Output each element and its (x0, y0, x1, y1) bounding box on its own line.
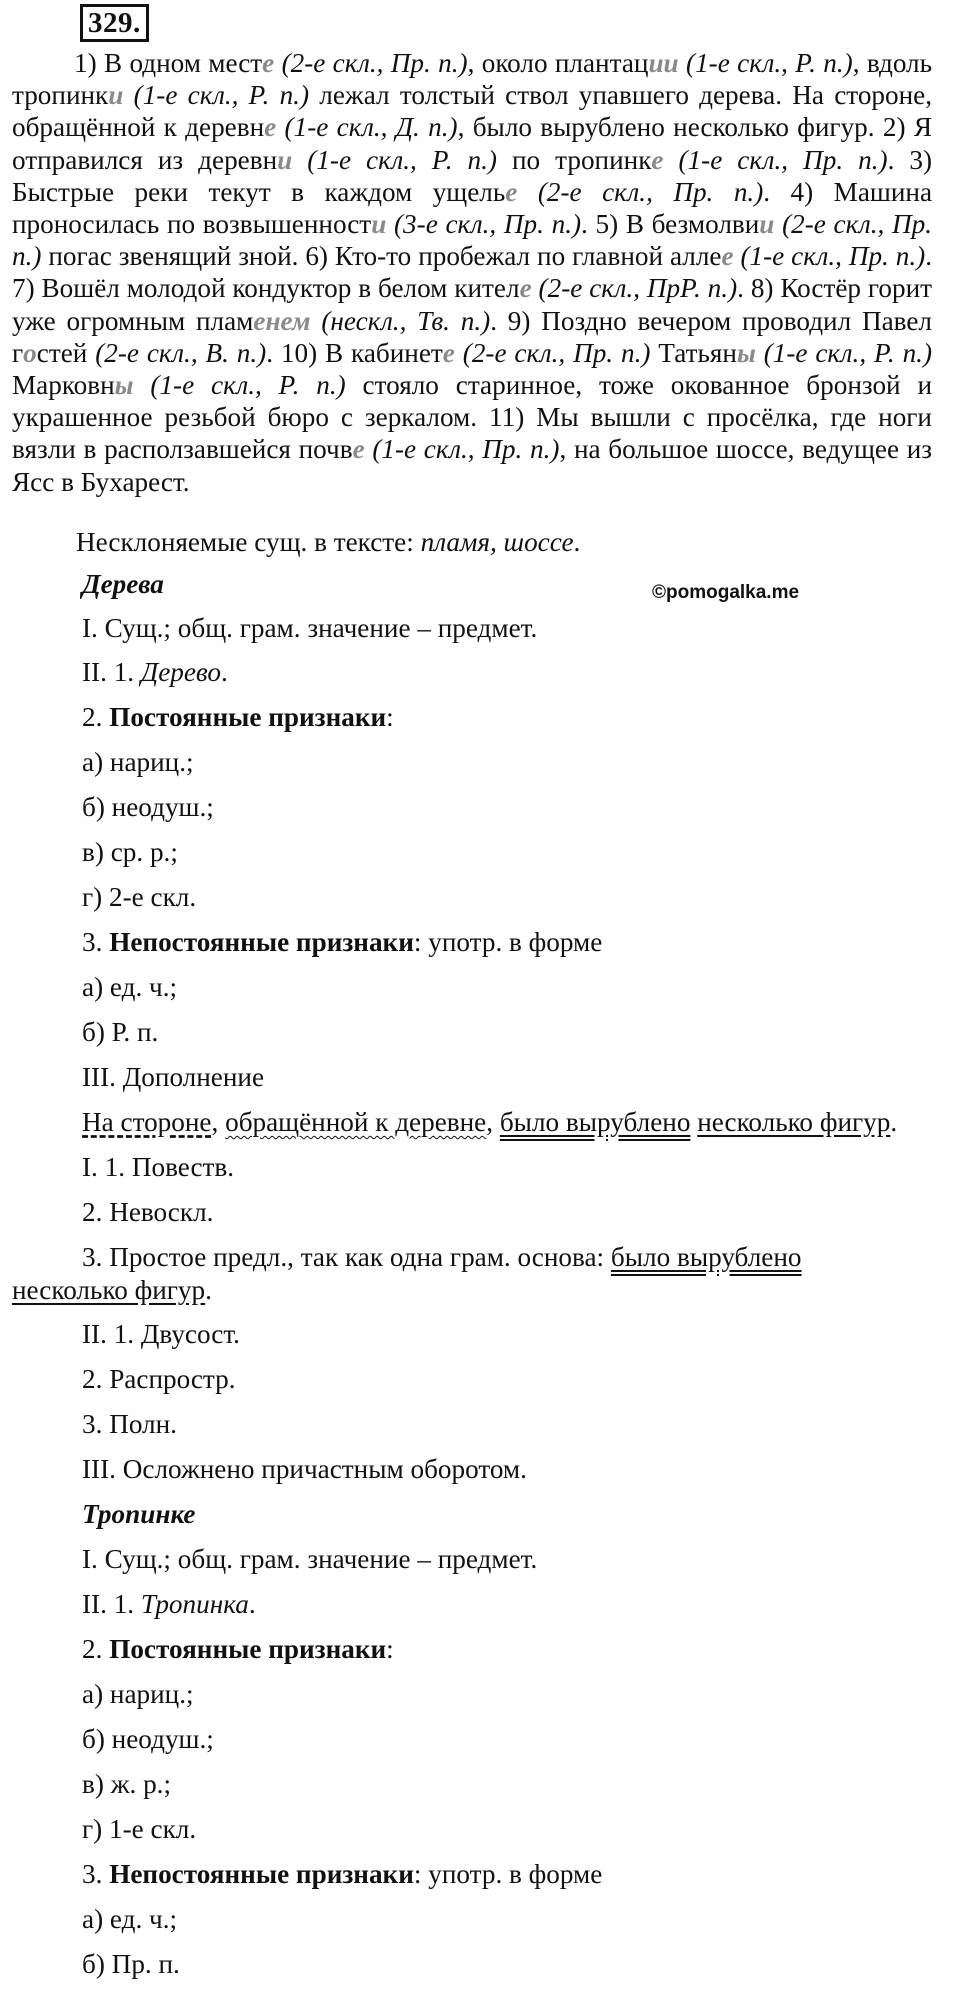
grammar-note: (1-е скл., Пр. п.) (372, 434, 560, 465)
ending-highlight: ы (114, 370, 134, 401)
text-fragment: . 4) Машина проносилась по возвышенност (12, 176, 933, 240)
watermark: ©pomogalka.me (652, 582, 800, 603)
section-heading-tropinke: Тропинке (82, 1499, 196, 1529)
analysis-line: б) неодуш.; (82, 1724, 214, 1754)
section-heading-dereva: Дерева (82, 569, 164, 599)
analysis-line: 3. Полн. (82, 1409, 177, 1439)
punctuation: , (211, 1107, 226, 1137)
punctuation: . (205, 1275, 212, 1305)
ending-highlight: е (264, 112, 277, 143)
ending-highlight: е (651, 144, 664, 175)
ending-highlight: е (505, 176, 518, 207)
grammar-note: (1-е скл., Пр. п.) (740, 241, 926, 272)
text-fragment: . 10) В кабинет (266, 337, 443, 368)
text-fragment: Марковн (12, 370, 115, 401)
text-fragment: 2. (82, 1634, 110, 1664)
ending-highlight: и (371, 209, 387, 240)
text-fragment: стей (36, 337, 96, 368)
grammar-note: (1-е скл., Р. п.) (686, 48, 853, 78)
ending-highlight: о (23, 337, 37, 368)
grammar-note: (2-е скл., Пр. п.) (537, 176, 764, 207)
grammar-note: (2-е скл., ПрР. п.) (538, 273, 738, 304)
grammar-note: (1-е скл., Р. п.) (150, 370, 346, 401)
analysis-line: I. Сущ.; общ. грам. значение – предмет. (82, 613, 538, 643)
analysis-line (82, 1633, 394, 1665)
text-fragment: 3. (82, 1859, 110, 1889)
ending-highlight: ии (648, 48, 679, 78)
text-fragment: по тропинк (496, 144, 652, 175)
analysis-line: а) ед. ч.; (82, 972, 178, 1002)
text-fragment: Татьян (650, 337, 737, 368)
subject-member: несколько фигур (12, 1275, 206, 1305)
text-fragment: 3. (82, 927, 110, 957)
grammar-note: (2-е скл., Пр. п.) (462, 337, 651, 368)
punctuation: : (386, 1634, 394, 1664)
punctuation: , (486, 1107, 500, 1137)
analysis-line: III. Осложнено причастным оборотом. (82, 1454, 527, 1484)
indeclinable-nouns-line (76, 526, 580, 558)
grammar-note: (1-е скл., Д. п.) (284, 112, 458, 143)
ending-highlight: и (277, 144, 293, 175)
grammar-note: (2-е скл., В. п.) (95, 337, 267, 368)
exercise-number: 329. (80, 4, 149, 42)
grammar-note: (нескл., Тв. п.) (321, 305, 491, 336)
text-fragment: . 9) Поздно вечером проводил Павел г (12, 305, 932, 368)
grammar-note: (1-е скл., Р. п.) (133, 80, 310, 111)
text-fragment: , вдоль тропинк (12, 48, 933, 111)
ending-highlight: и (108, 80, 124, 111)
text-fragment: погас звенящий зной. 6) Кто-то пробежал по главной алле (41, 241, 722, 272)
initial-form: Тропинка (140, 1589, 249, 1619)
text-fragment: 3. Простое предл., так как одна грам. основа: (82, 1242, 611, 1272)
analysis-line (82, 1241, 802, 1273)
text-fragment: . 7) Вошёл молодой кондуктор в белом кител (12, 241, 933, 304)
analysis-line (82, 1858, 602, 1890)
text-fragment: . 3) Быстрые реки текут в каждом ущель (12, 144, 933, 207)
ending-highlight: енем (253, 305, 311, 336)
analysis-line: III. Дополнение (82, 1062, 265, 1092)
text-fragment: стояло старинное, тоже окованное бронзой и украшенное резьбой бюро с зеркалом. 11) Мы вышли с просёлка, где ноги вязли в расползавшейся почв (12, 370, 933, 465)
analysis-line: в) ж. р.; (82, 1769, 172, 1799)
text-fragment: : употр. в форме (413, 927, 603, 957)
attribute-member: обращённой к деревне (225, 1107, 487, 1137)
ending-highlight: е (721, 241, 734, 272)
analysis-line: г) 1-е скл. (82, 1814, 197, 1844)
grammar-note: (1-е скл., Пр. п.) (678, 144, 888, 175)
analysis-line (82, 926, 602, 958)
ending-highlight: е (519, 273, 532, 304)
analysis-line (82, 701, 394, 733)
analysis-line (82, 1588, 256, 1620)
punctuation: : (386, 702, 394, 732)
ending-highlight: и (759, 209, 775, 240)
grammar-note: (1-е скл., Р. п.) (307, 144, 497, 175)
text-fragment: 2. (82, 702, 110, 732)
analysis-line: а) ед. ч.; (82, 1904, 178, 1934)
ending-highlight: ы (736, 337, 756, 368)
analysis-line: в) ср. р.; (82, 837, 178, 867)
text-fragment: лежал толстый ствол упавшего дерева. На стороне, обращённой к деревн (12, 80, 933, 143)
text-fragment: , на большое шоссе, ведущее из Ясс в Бухарест. (12, 434, 933, 497)
predicate-member: было вырублено (610, 1242, 802, 1272)
analysis-line: б) неодуш.; (82, 792, 214, 822)
analysis-line: б) Пр. п. (82, 1949, 180, 1979)
text-fragment: . 8) Костёр горит уже огромным плам (12, 273, 933, 336)
ending-highlight: е (262, 48, 275, 78)
analysis-line: а) нариц.; (82, 1679, 194, 1709)
text-fragment: : употр. в форме (413, 1859, 603, 1889)
indeclinable-words: пламя, шоссе (420, 527, 574, 557)
parsed-sentence (82, 1106, 897, 1138)
analysis-line: а) нариц.; (82, 747, 194, 777)
bold-label: Непостоянные признаки (109, 927, 414, 957)
punctuation: . (890, 1107, 898, 1137)
bold-label: Постоянные признаки (109, 1634, 387, 1664)
grammar-note: (3-е скл., Пр. п.) (394, 209, 582, 240)
ending-highlight: е (442, 337, 455, 368)
subject-member: несколько фигур (697, 1107, 891, 1137)
initial-form: Дерево (140, 657, 221, 687)
analysis-line: I. Сущ.; общ. грам. значение – предмет. (82, 1544, 538, 1574)
analysis-line: г) 2-е скл. (82, 882, 197, 912)
bold-label: Постоянные признаки (109, 702, 387, 732)
ending-highlight: е (352, 434, 365, 465)
grammar-note: (2-е скл., Пр. п.) (12, 209, 933, 272)
text-fragment: . 5) В безмолви (581, 209, 760, 240)
analysis-line-continued (12, 1274, 212, 1306)
predicate-member: было вырублено (499, 1107, 691, 1137)
analysis-line: 2. Невоскл. (82, 1197, 214, 1227)
text-fragment: 1) В одном мест (74, 48, 263, 78)
adverbial-member: На стороне (82, 1107, 212, 1137)
punctuation: . (248, 1589, 256, 1619)
analysis-line: 2. Распростр. (82, 1364, 236, 1394)
punctuation: . (220, 657, 228, 687)
bold-label: Непостоянные признаки (109, 1859, 414, 1889)
analysis-line: I. 1. Повеств. (82, 1152, 235, 1182)
indeclinable-label: Несклоняемые сущ. в тексте: (76, 527, 421, 557)
text-fragment: II. 1. (82, 657, 141, 687)
exercise-text (12, 47, 932, 498)
analysis-line: II. 1. Двусост. (82, 1319, 240, 1349)
grammar-note: (1-е скл., Р. п.) (763, 337, 933, 368)
text-fragment: , было вырублено несколько фигур. 2) Я отправился из деревн (12, 112, 932, 175)
text-fragment: , около плантац (467, 48, 649, 78)
punctuation: . (573, 527, 581, 557)
text-fragment: II. 1. (82, 1589, 141, 1619)
analysis-line: б) Р. п. (82, 1017, 159, 1047)
analysis-line (82, 656, 228, 688)
grammar-note: (2-е скл., Пр. п.) (281, 48, 468, 78)
